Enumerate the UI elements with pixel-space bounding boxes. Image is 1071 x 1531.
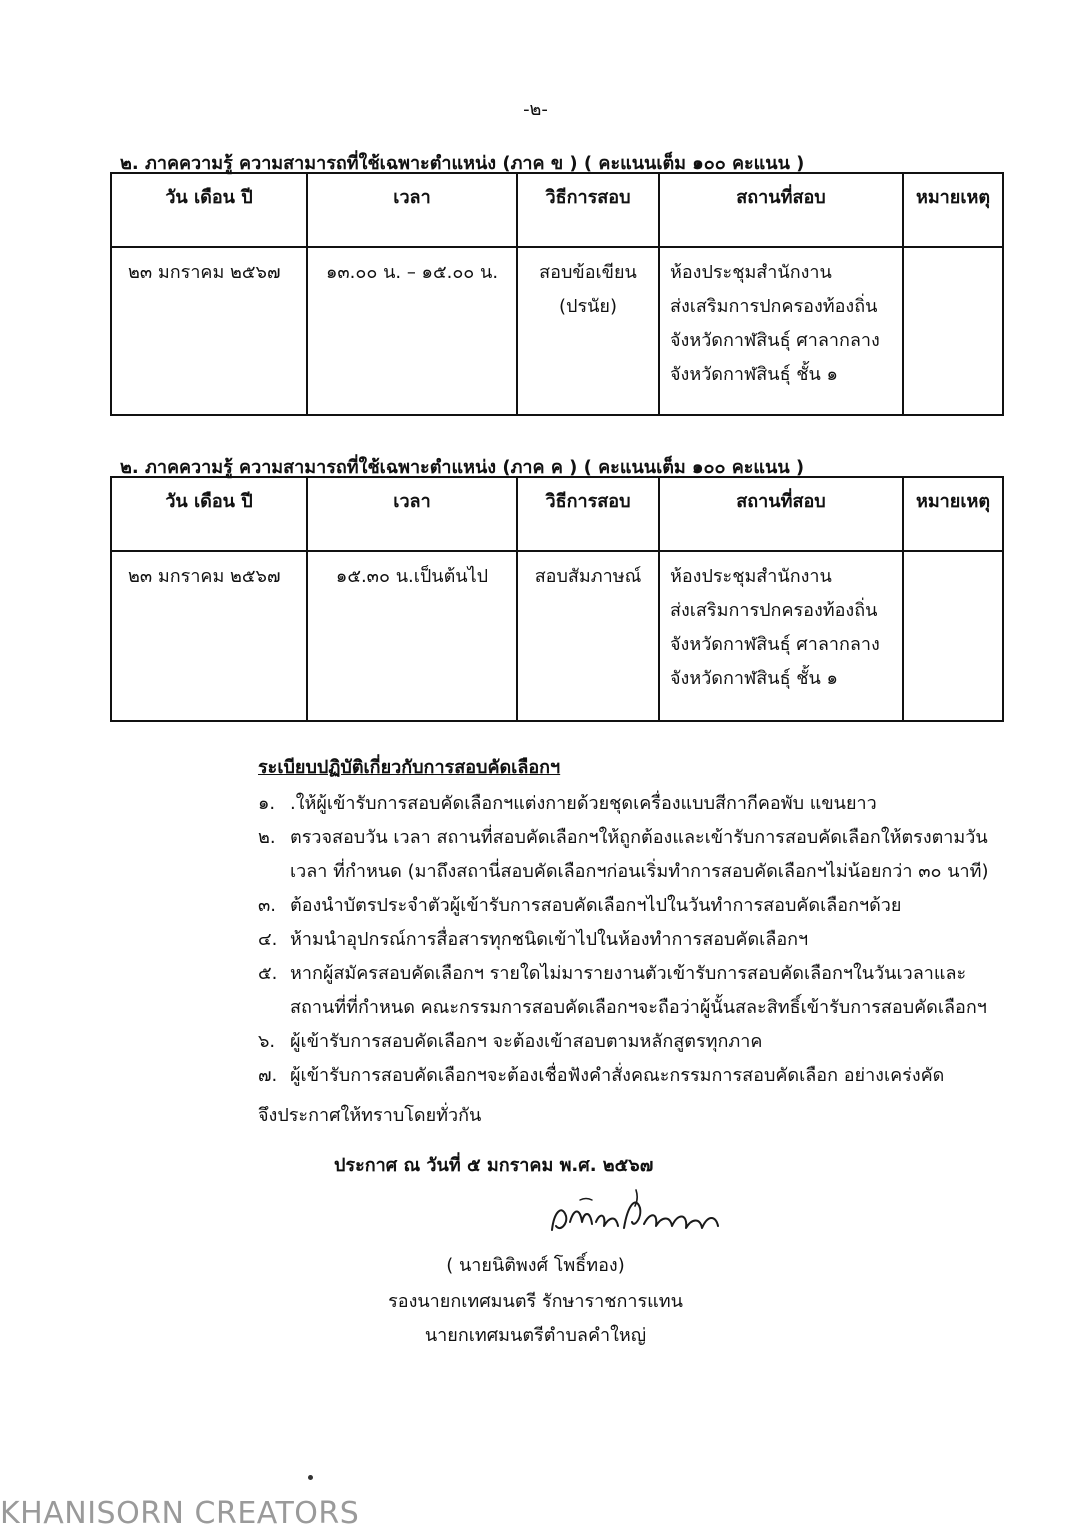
place-line: ห้องประชุมสำนักงาน	[670, 566, 832, 587]
header-time: เวลา	[307, 477, 517, 551]
place-line: จังหวัดกาฬสินธุ์ ศาลากลาง	[670, 330, 880, 351]
rule-item	[258, 1060, 944, 1089]
table-row	[111, 551, 1003, 721]
cell-place	[659, 247, 903, 415]
rule-text: ต้องนำบัตรประจำตัวผู้เข้ารับการสอบคัดเลือกฯไปในวันทำการสอบคัดเลือกฯด้วย	[290, 895, 902, 916]
cell-method	[517, 551, 659, 721]
rule-item	[258, 822, 988, 851]
handwritten-signature	[540, 1182, 730, 1248]
rule-text-continued: เวลา ที่กำหนด (มาถึงสถานี่สอบคัดเลือกฯก่อนเริ่มทำการสอบคัดเลือกฯไม่น้อยกว่า ๓๐ นาที)	[290, 861, 989, 882]
section-title-part-c: ๒. ภาคความรู้ ความสามารถที่ใช้เฉพาะตำแหน่ง (ภาค ค ) ( คะแนนเต็ม ๑๐๐ คะแนน )	[120, 457, 805, 478]
header-remark: หมายเหตุ	[903, 477, 1003, 551]
header-place: สถานที่สอบ	[659, 477, 903, 551]
place-line: จังหวัดกาฬสินธุ์ ชั้น ๑	[670, 364, 838, 385]
signatory-position: นายกเทศมนตรีตำบลคำใหญ่	[424, 1325, 647, 1346]
rule-item	[258, 1026, 762, 1055]
place-line: ห้องประชุมสำนักงาน	[670, 262, 832, 283]
rule-text: ห้ามนำอุปกรณ์การสื่อสารทุกชนิดเข้าไปในห้องทำการสอบคัดเลือกฯ	[290, 929, 809, 950]
cell-time: ๑๕.๓๐ น.เป็นต้นไป	[307, 551, 517, 721]
header-date: วัน เดือน ปี	[111, 477, 307, 551]
section-title-part-b: ๒. ภาคความรู้ ความสามารถที่ใช้เฉพาะตำแหน่ง (ภาค ข ) ( คะแนนเต็ม ๑๐๐ คะแนน )	[120, 153, 805, 174]
signatory-name: ( นายนิติพงศ์ โพธิ์ทอง)	[446, 1255, 625, 1276]
cell-remark	[903, 247, 1003, 415]
schedule-table-part-b	[110, 172, 1004, 416]
cell-date: ๒๓ มกราคม ๒๕๖๗	[111, 551, 307, 721]
rule-text-continued: สถานที่ที่กำหนด คณะกรรมการสอบคัดเลือกฯจะถือว่าผู้นั้นสละสิทธิ์เข้ารับการสอบคัดเลือกฯ	[290, 997, 987, 1018]
table-row	[111, 247, 1003, 415]
place-line: จังหวัดกาฬสินธุ์ ชั้น ๑	[670, 668, 838, 689]
rule-number: ๕.	[258, 963, 278, 984]
rule-item	[258, 890, 901, 919]
rule-text: ผู้เข้ารับการสอบคัดเลือกฯจะต้องเชื่อฟังคำสั่งคณะกรรมการสอบคัดเลือก อย่างเคร่งคัด	[290, 1065, 945, 1086]
rule-text: ผู้เข้ารับการสอบคัดเลือกฯ จะต้องเข้าสอบตามหลักสูตรทุกภาค	[290, 1031, 763, 1052]
table-header-row	[111, 477, 1003, 551]
cell-date: ๒๓ มกราคม ๒๕๖๗	[111, 247, 307, 415]
rule-text: ตรวจสอบวัน เวลา สถานที่สอบคัดเลือกฯให้ถูกต้องและเข้ารับการสอบคัดเลือกให้ตรงตามวัน	[290, 827, 988, 848]
scan-speck	[308, 1475, 313, 1480]
place-line: จังหวัดกาฬสินธุ์ ศาลากลาง	[670, 634, 880, 655]
rule-number: ๒.	[258, 827, 276, 848]
rule-number: ๑.	[258, 793, 276, 814]
method-line: สอบสัมภาษณ์	[534, 566, 642, 587]
header-place: สถานที่สอบ	[659, 173, 903, 247]
table-header-row	[111, 173, 1003, 247]
rule-number: ๖.	[258, 1031, 276, 1052]
rule-item	[258, 924, 808, 953]
closing-statement: จึงประกาศให้ทราบโดยทั่วกัน	[258, 1105, 482, 1126]
header-date: วัน เดือน ปี	[111, 173, 307, 247]
header-method: วิธีการสอบ	[517, 173, 659, 247]
cell-method	[517, 247, 659, 415]
cell-time: ๑๓.๐๐ น. – ๑๕.๐๐ น.	[307, 247, 517, 415]
page-number: -๒-	[523, 99, 548, 120]
rule-number: ๔.	[258, 929, 278, 950]
header-method: วิธีการสอบ	[517, 477, 659, 551]
rule-number: ๓.	[258, 895, 277, 916]
header-remark: หมายเหตุ	[903, 173, 1003, 247]
method-line: (ปรนัย)	[559, 296, 617, 317]
place-line: ส่งเสริมการปกครองท้องถิ่น	[670, 296, 878, 317]
schedule-table-part-c	[110, 476, 1004, 722]
cell-place	[659, 551, 903, 721]
method-line: สอบข้อเขียน	[539, 262, 637, 283]
place-line: ส่งเสริมการปกครองท้องถิ่น	[670, 600, 878, 621]
rule-item	[258, 958, 966, 987]
announcement-date: ประกาศ ณ วันที่ ๕ มกราคม พ.ศ. ๒๕๖๗	[334, 1155, 654, 1176]
watermark: KHANISORN CREATORS	[0, 1496, 360, 1531]
rule-text: หากผู้สมัครสอบคัดเลือกฯ รายใดไม่มารายงานตัวเข้ารับการสอบคัดเลือกฯในวันเวลาและ	[290, 963, 967, 984]
rule-number: ๗.	[258, 1065, 278, 1086]
rule-text: .ให้ผู้เข้ารับการสอบคัดเลือกฯแต่งกายด้วยชุดเครื่องแบบสีกากีคอพับ แขนยาว	[290, 793, 877, 814]
cell-remark	[903, 551, 1003, 721]
signatory-position: รองนายกเทศมนตรี รักษาราชการแทน	[388, 1291, 683, 1312]
header-time: เวลา	[307, 173, 517, 247]
rules-heading: ระเบียบปฏิบัติเกี่ยวกับการสอบคัดเลือกฯ	[258, 757, 561, 778]
rule-item	[258, 788, 877, 817]
